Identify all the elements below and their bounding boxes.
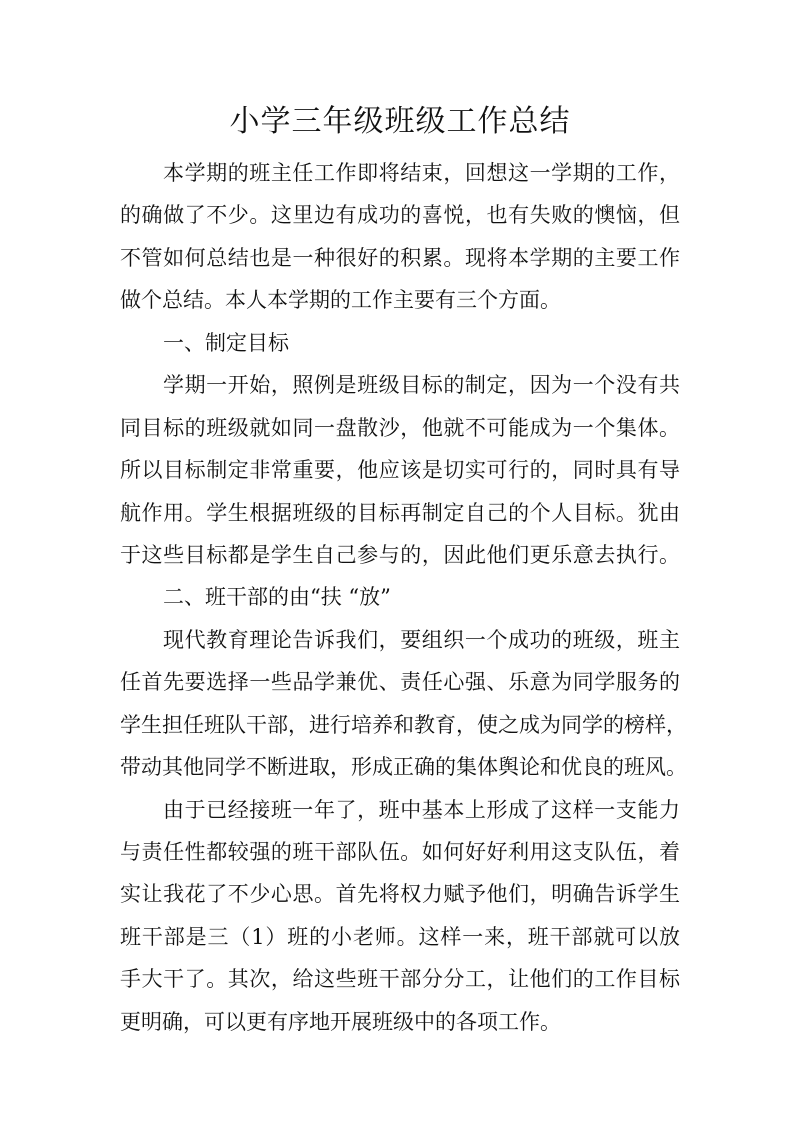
text-line: 带动其他同学不断进取，形成正确的集体舆论和优良的班风。: [120, 755, 687, 780]
text-line: 本学期的班主任工作即将结束，回想这一学期的工作，: [163, 161, 680, 185]
text-line: 的确做了不少。这里边有成功的喜悦，也有失败的懊恼，但: [120, 203, 680, 228]
text-line: 于这些目标都是学生自己参与的，因此他们更乐意去执行。: [120, 542, 680, 567]
text-line: 一、制定目标: [163, 330, 289, 355]
text-line: 任首先要选择一些品学兼优、责任心强、乐意为同学服务的: [120, 670, 680, 695]
document-title: 小学三年级班级工作总结: [229, 104, 571, 139]
text-line: 航作用。学生根据班级的目标再制定自己的个人目标。犹由: [120, 500, 680, 525]
text-line: 二、班干部的由“扶 “放”: [163, 585, 391, 610]
text-line: 手大干了。其次，给这些班干部分分工，让他们的工作目标: [120, 967, 680, 992]
text-line: 不管如何总结也是一种很好的积累。现将本学期的主要工作: [120, 245, 680, 270]
text-line: 实让我花了不少心思。首先将权力赋予他们，明确告诉学生: [120, 882, 680, 907]
text-line: 由于已经接班一年了，班中基本上形成了这样一支能力: [163, 797, 680, 822]
text-line: 更明确，可以更有序地开展班级中的各项工作。: [120, 1009, 561, 1034]
text-line: 班干部是三（1）班的小老师。这样一来，班干部就可以放: [120, 924, 680, 949]
text-line: 学期一开始，照例是班级目标的制定，因为一个没有共: [163, 373, 680, 398]
text-line: 做个总结。本人本学期的工作主要有三个方面。: [120, 288, 561, 313]
document-body: [120, 152, 687, 1043]
text-line: 同目标的班级就如同一盘散沙，他就不可能成为一个集体。: [120, 415, 680, 440]
text-line: 学生担任班队干部，进行培养和教育，使之成为同学的榜样，: [120, 712, 687, 737]
text-line: 现代教育理论告诉我们，要组织一个成功的班级，班主: [163, 627, 680, 652]
text-line: 与责任性都较强的班干部队伍。如何好好利用这支队伍，着: [120, 840, 680, 864]
text-line: 所以目标制定非常重要，他应该是切实可行的，同时具有导: [120, 458, 680, 483]
